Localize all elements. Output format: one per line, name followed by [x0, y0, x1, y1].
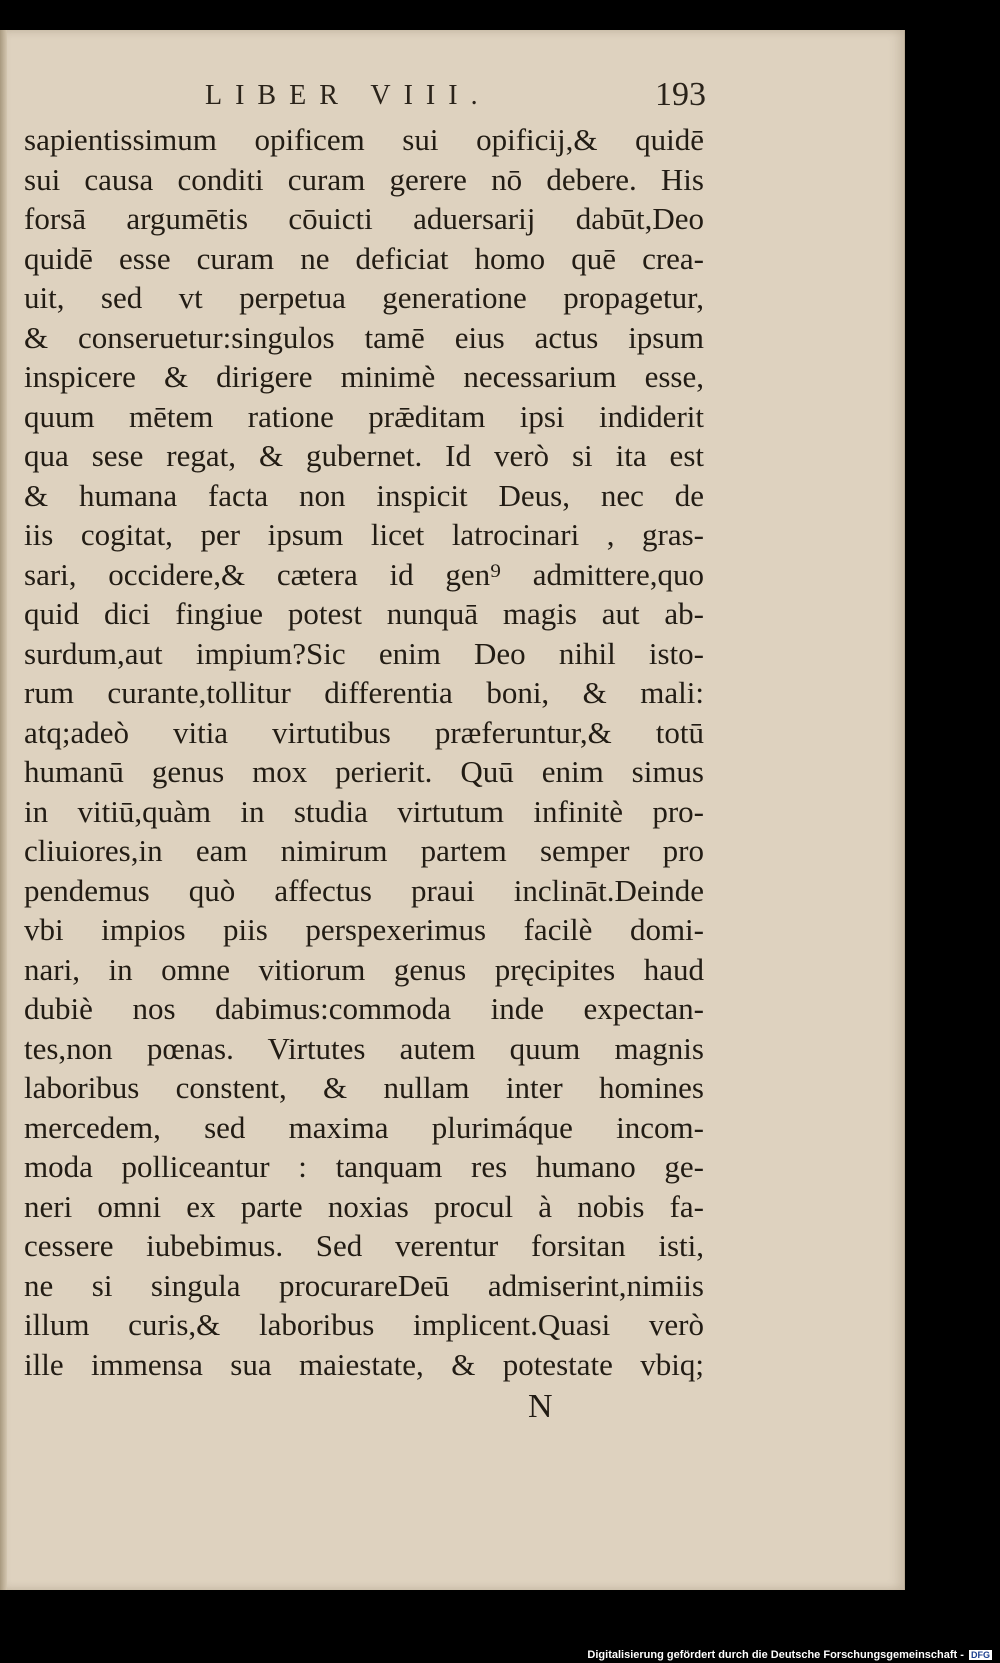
- catchword: N: [528, 1388, 553, 1425]
- text-line: qua sese regat, & gubernet. Id verò si ita est: [24, 438, 704, 473]
- text-line: rum curante,tollitur differentia boni, & mali:: [24, 675, 704, 710]
- text-line: sari, occidere,& cætera id gen⁹ admittere,quo: [24, 556, 704, 592]
- text-line: sapientissimum opificem sui opificij,& quidē: [24, 122, 704, 157]
- text-line: humanū genus mox perierit. Quū enim simus: [24, 754, 704, 789]
- digitization-credit: [587, 1649, 992, 1661]
- text-line: tes,non pœnas. Virtutes autem quum magnis: [24, 1030, 704, 1066]
- running-head: [0, 50, 904, 113]
- text-line: pendemus quò affectus praui inclināt.Deinde: [24, 872, 704, 908]
- text-line: mercedem, sed maxima plurimáque incom-: [24, 1109, 704, 1145]
- text-line: vbi impios piis perspexerimus facilè domi-: [24, 912, 704, 947]
- text-line: ille immensa sua maiestate, & potestate vbiq;: [24, 1346, 704, 1382]
- text-line: ne si singula procurareDeū admiserint,nimiis: [24, 1267, 704, 1303]
- text-line: cliuiores,in eam nimirum partem semper pro: [24, 833, 704, 868]
- text-line: & humana facta non inspicit Deus, nec de: [24, 477, 704, 513]
- text-line: cessere iubebimus. Sed verentur forsitan isti,: [24, 1228, 704, 1263]
- text-line: quidē esse curam ne deficiat homo quē crea-: [24, 240, 704, 276]
- page-number: 193: [655, 76, 706, 113]
- text-line: nari, in omne vitiorum genus pręcipites haud: [24, 951, 704, 987]
- text-line: forsā argumētis cōuicti aduersarij dabūt,Deo: [24, 201, 704, 236]
- text-line: quid dici fingiue potest nunquā magis aut ab-: [24, 596, 704, 631]
- running-title: LIBER VIII.: [205, 80, 491, 111]
- credit-text: Digitalisierung gefördert durch die Deutsche Forschungsgemeinschaft -: [587, 1649, 964, 1661]
- text-line: atq;adeò vitia virtutibus præferuntur,& totū: [24, 714, 704, 750]
- text-line: inspicere & dirigere minimè necessarium esse,: [24, 359, 704, 394]
- text-line: quum mētem ratione prǣditam ipsi indiderit: [24, 398, 704, 434]
- text-line: sui causa conditi curam gerere nō debere. His: [24, 161, 704, 197]
- text-line: dubiè nos dabimus:commoda inde expectan-: [24, 991, 704, 1026]
- text-line: illum curis,& laboribus implicent.Quasi verò: [24, 1307, 704, 1342]
- text-line: uit, sed vt perpetua generatione propagetur,: [24, 280, 704, 315]
- text-line: surdum,aut impium?Sic enim Deo nihil isto-: [24, 635, 704, 671]
- text-line: moda polliceantur : tanquam res humano ge-: [24, 1149, 704, 1184]
- text-line: laboribus constent, & nullam inter homines: [24, 1070, 704, 1105]
- page-edge-shadow: [0, 30, 7, 1590]
- text-line: in vitiū,quàm in studia virtutum infinitè pro-: [24, 793, 704, 829]
- body-text: [24, 120, 704, 1384]
- text-line: & conseruetur:singulos tamē eius actus ipsum: [24, 319, 704, 355]
- dfg-logo-icon: DFG: [971, 1650, 990, 1661]
- text-line: iis cogitat, per ipsum licet latrocinari , gras-: [24, 517, 704, 552]
- text-line: neri omni ex parte noxias procul à nobis fa-: [24, 1188, 704, 1224]
